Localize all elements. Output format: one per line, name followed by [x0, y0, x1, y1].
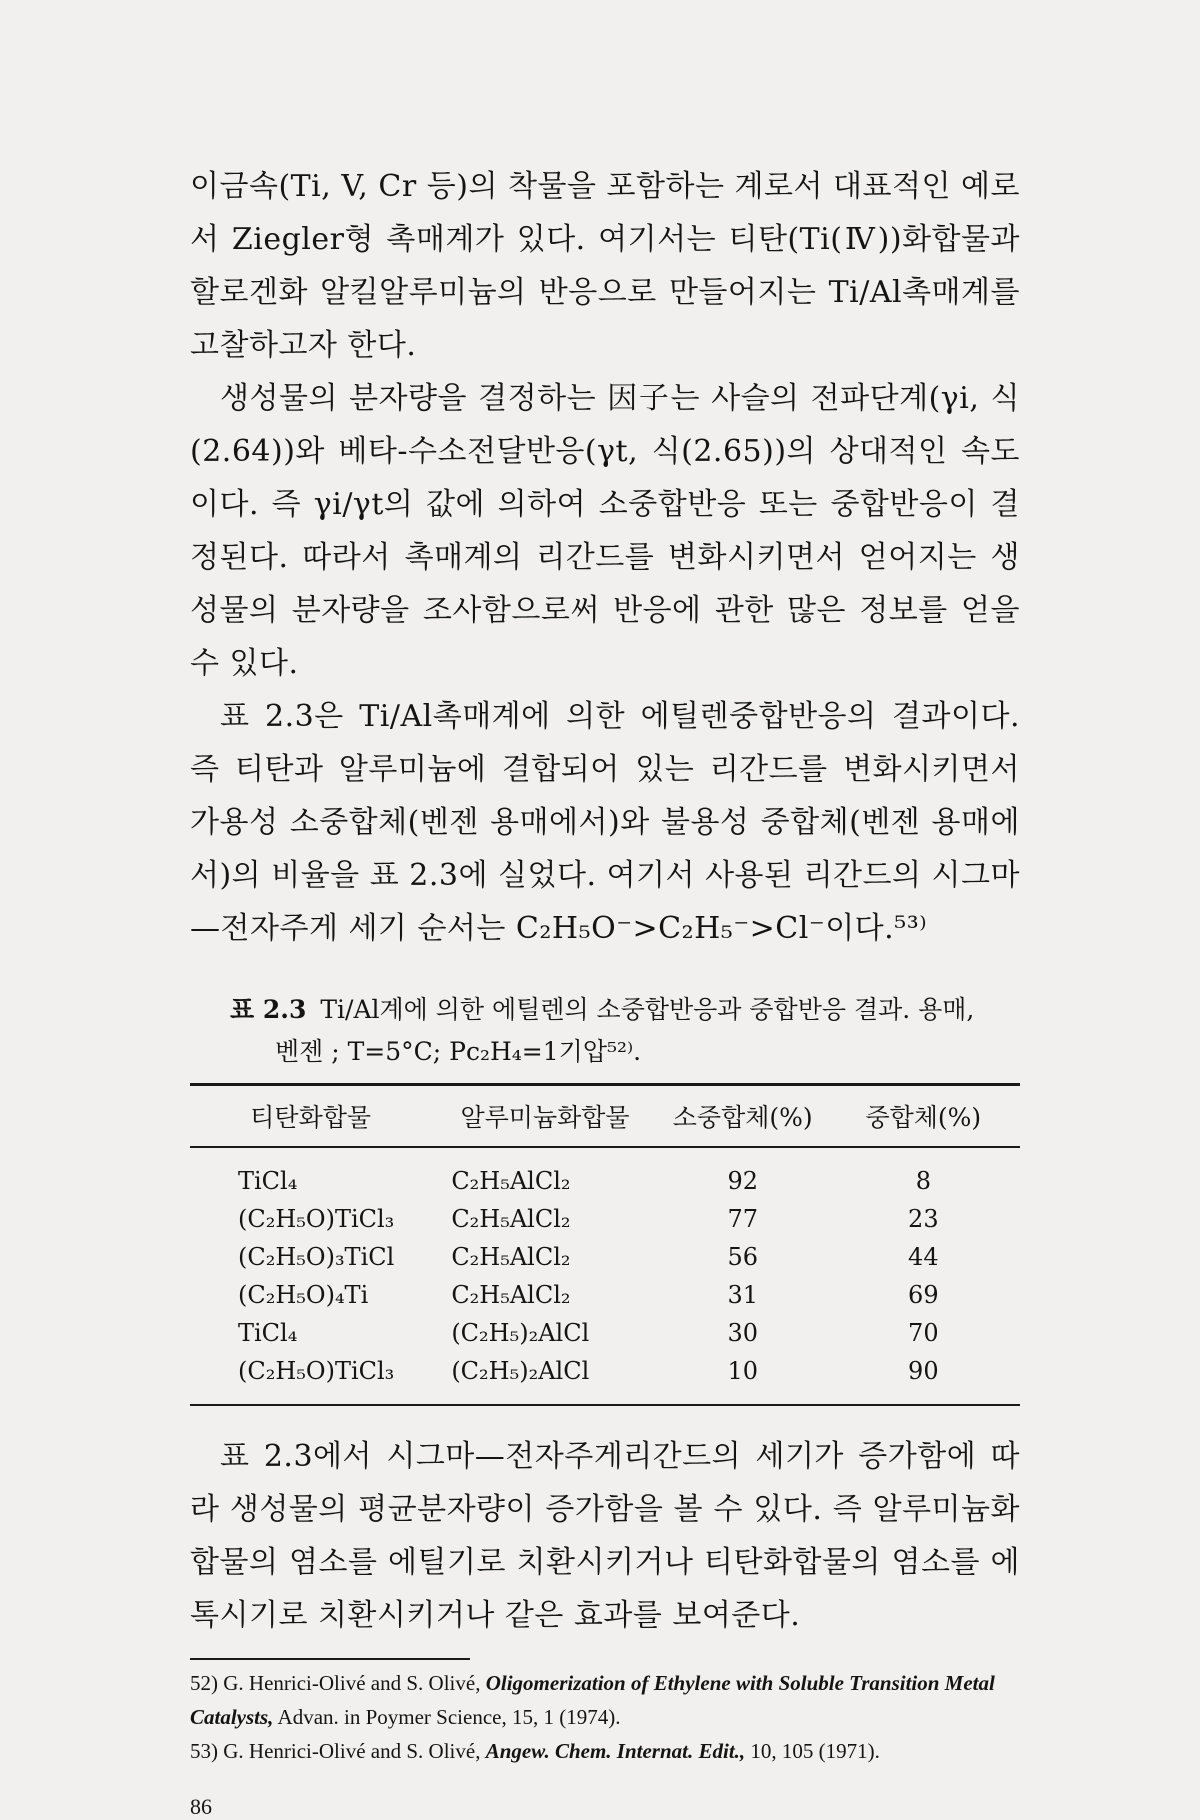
- paragraph-2: 생성물의 분자량을 결정하는 因子는 사슬의 전파단계(γi, 식(2.64))와 베타-수소전달반응(γt, 식(2.65))의 상대적인 속도이다. 즉 γi/γt의 값에 의하여 소중합반응 또는 중합반응이 결정된다. 따라서 촉매계의 리간드를 변화시키면서 얻어지는 생성물의 분자량을 조사함으로써 반응에 관한 많은 정보를 얻을 수 있다.: [190, 381, 1020, 681]
- aluminum-compound-cell: (C₂H₅)₂AlCl: [451, 1357, 590, 1385]
- oligomer-percent-cell: 56: [727, 1243, 758, 1271]
- table-row: [190, 1238, 1020, 1276]
- table-caption-text-2: 벤젠 ; T=5°C; Pc₂H₄=1기압⁵²⁾.: [275, 1037, 642, 1066]
- header-oligomer-percent: 소중합체(%): [672, 1103, 813, 1132]
- titanium-compound-cell: (C₂H₅O)₃TiCl: [238, 1243, 395, 1271]
- footnote-authors: G. Henrici-Olivé and S. Olivé,: [223, 1671, 481, 1695]
- footnote-title: Angew. Chem. Internat. Edit.,: [485, 1739, 746, 1763]
- table-row: [190, 1352, 1020, 1405]
- header-polymer-percent: 중합체(%): [865, 1103, 982, 1132]
- footnote-number: 53): [190, 1739, 218, 1763]
- oligomer-percent-cell: 92: [727, 1167, 758, 1195]
- table-caption: [190, 989, 1020, 1073]
- header-titanium-compound: 티탄화합물: [250, 1103, 372, 1132]
- book-page: [190, 160, 1020, 1820]
- footnote-authors: G. Henrici-Olivé and S. Olivé,: [223, 1739, 481, 1763]
- footnote-title: Oligomerization of Ethylene with Soluble Transition Metal Catalysts,: [190, 1671, 995, 1729]
- aluminum-compound-cell: C₂H₅AlCl₂: [451, 1167, 571, 1195]
- oligomer-percent-cell: 30: [727, 1319, 758, 1347]
- table-row: [190, 1147, 1020, 1200]
- table-row: [190, 1200, 1020, 1238]
- titanium-compound-cell: (C₂H₅O)TiCl₃: [238, 1205, 395, 1233]
- page-number: 86: [190, 1794, 212, 1819]
- footnote-source: Advan. in Poymer Science, 15, 1 (1974).: [277, 1705, 621, 1729]
- titanium-compound-cell: TiCl₄: [238, 1319, 298, 1347]
- table-caption-text-1: Ti/Al계에 의한 에틸렌의 소중합반응과 중합반응 결과. 용매,: [320, 995, 975, 1024]
- titanium-compound-cell: (C₂H₅O)TiCl₃: [238, 1357, 395, 1385]
- polymer-percent-cell: 8: [915, 1167, 931, 1195]
- titanium-compound-cell: (C₂H₅O)₄Ti: [238, 1281, 369, 1309]
- paragraph-4: 표 2.3에서 시그마—전자주게리간드의 세기가 증가함에 따라 생성물의 평균분자량이 증가함을 볼 수 있다. 즉 알루미늄화합물의 염소를 에틸기로 치환시키거나 티탄화합물의 염소를 에톡시기로 치환시키거나 같은 효과를 보여준다.: [190, 1439, 1020, 1633]
- aluminum-compound-cell: C₂H₅AlCl₂: [451, 1243, 571, 1271]
- oligomer-percent-cell: 31: [727, 1281, 758, 1309]
- table-header-row: [190, 1085, 1020, 1148]
- footnote-source: 10, 105 (1971).: [750, 1739, 880, 1763]
- oligomer-percent-cell: 10: [727, 1357, 758, 1385]
- paragraph-3: 표 2.3은 Ti/Al촉매계에 의한 에틸렌중합반응의 결과이다. 즉 티탄과 알루미늄에 결합되어 있는 리간드를 변화시키면서 가용성 소중합체(벤젠 용매에서)와 불용성 중합체(벤젠 용매에서)의 비율을 표 2.3에 실었다. 여기서 사용된 리간드의 시그마—전자주게 세기 순서는 C₂H₅O⁻>C₂H₅⁻>Cl⁻이다.⁵³⁾: [190, 699, 1020, 946]
- table-row: [190, 1276, 1020, 1314]
- polymer-percent-cell: 23: [908, 1205, 939, 1233]
- results-table: [190, 1083, 1020, 1406]
- footnote-52: [190, 1666, 1020, 1734]
- footnote-divider: [190, 1658, 470, 1660]
- footnote-53: [190, 1734, 1020, 1768]
- table-row: [190, 1314, 1020, 1352]
- table-caption-label: 표 2.3: [230, 995, 307, 1024]
- header-aluminum-compound: 알루미늄화합물: [460, 1103, 630, 1132]
- oligomer-percent-cell: 77: [727, 1205, 758, 1233]
- aluminum-compound-cell: (C₂H₅)₂AlCl: [451, 1319, 590, 1347]
- aluminum-compound-cell: C₂H₅AlCl₂: [451, 1205, 571, 1233]
- polymer-percent-cell: 90: [908, 1357, 939, 1385]
- polymer-percent-cell: 69: [908, 1281, 939, 1309]
- paragraph-1: 이금속(Ti, V, Cr 등)의 착물을 포함하는 계로서 대표적인 예로서 Ziegler형 촉매계가 있다. 여기서는 티탄(Ti(Ⅳ))화합물과 할로겐화 알킬알루미늄의 반응으로 만들어지는 Ti/Al촉매계를 고찰하고자 한다.: [190, 169, 1020, 363]
- polymer-percent-cell: 70: [908, 1319, 939, 1347]
- titanium-compound-cell: TiCl₄: [238, 1167, 298, 1195]
- aluminum-compound-cell: C₂H₅AlCl₂: [451, 1281, 571, 1309]
- footnote-number: 52): [190, 1671, 218, 1695]
- polymer-percent-cell: 44: [908, 1243, 939, 1271]
